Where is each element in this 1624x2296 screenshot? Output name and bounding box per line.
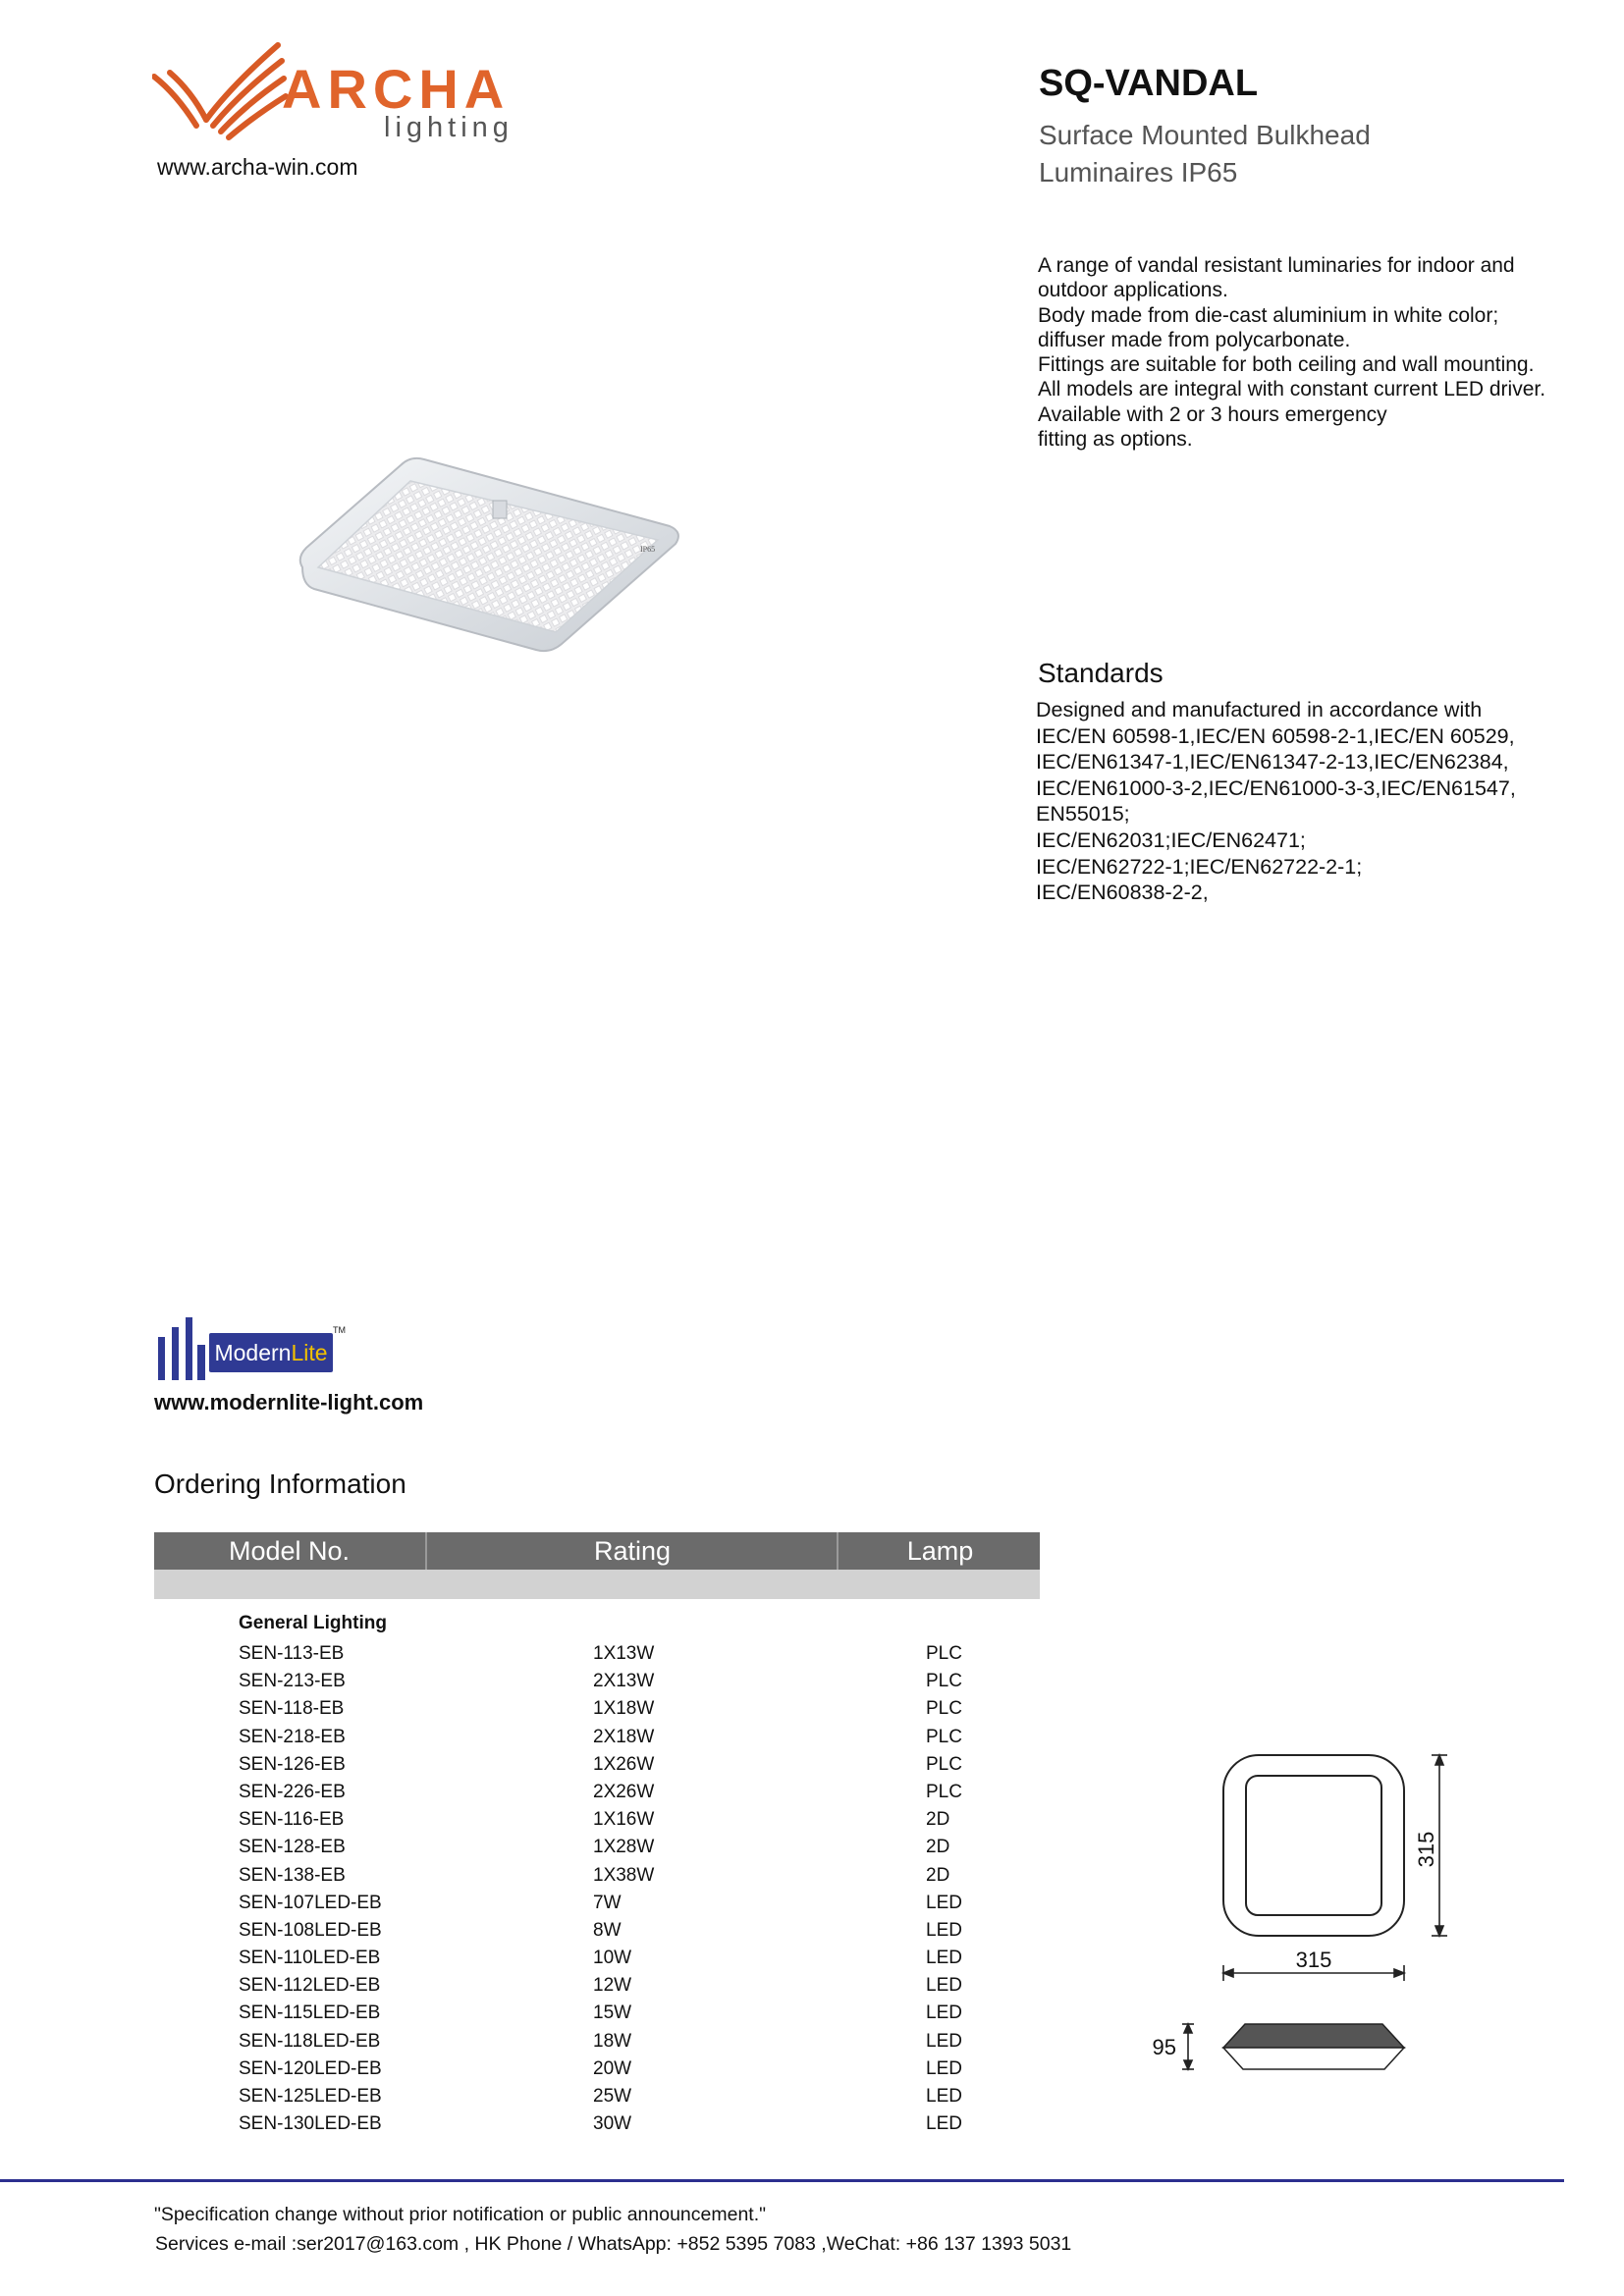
cell-lamp: PLC: [926, 1643, 962, 1664]
table-row: [0, 1779, 1080, 1806]
archa-logo-subtext: lighting: [384, 112, 514, 143]
modernlite-website[interactable]: www.modernlite-light.com: [154, 1390, 424, 1415]
cell-lamp: LED: [926, 1919, 962, 1941]
description-line: Available with 2 or 3 hours emergency: [1038, 402, 1387, 426]
cell-lamp: LED: [926, 2113, 962, 2135]
cell-rating: 7W: [593, 1892, 622, 1913]
cell-model: SEN-108LED-EB: [239, 1919, 382, 1941]
depth-dimension-line: [1182, 2024, 1194, 2069]
cell-model: SEN-118LED-EB: [239, 2030, 381, 2052]
table-row: [0, 1640, 1080, 1668]
ordering-title: Ordering Information: [154, 1468, 406, 1499]
cell-lamp: LED: [926, 1948, 962, 1969]
cell-model: SEN-226-EB: [239, 1781, 346, 1802]
cell-model: SEN-213-EB: [239, 1671, 346, 1692]
table-row: [0, 2110, 1080, 2138]
cell-model: SEN-130LED-EB: [239, 2113, 382, 2135]
standards-line: IEC/EN62031;IEC/EN62471;: [1036, 828, 1306, 852]
cell-model: SEN-110LED-EB: [239, 1948, 381, 1969]
description-line: A range of vandal resistant luminaries for indoor and: [1038, 254, 1515, 277]
footer-contact: Services e-mail :ser2017@163.com , HK Phone / WhatsApp: +852 5395 7083 ,WeChat: +86 137 1393 5031: [155, 2233, 1072, 2255]
product-subtitle-line-2: Luminaires IP65: [1039, 157, 1238, 187]
cell-rating: 1X13W: [593, 1643, 655, 1664]
description-line: Body made from die-cast aluminium in white color;: [1038, 303, 1499, 327]
standards-text: [1036, 697, 1516, 906]
cell-lamp: LED: [926, 2057, 962, 2079]
cell-lamp: PLC: [926, 1753, 962, 1775]
table-row: [0, 2000, 1080, 2027]
footer-disclaimer: "Specification change without prior notification or public announcement.": [154, 2204, 767, 2225]
cell-rating: 1X16W: [593, 1809, 655, 1831]
cell-rating: 20W: [593, 2057, 632, 2079]
table-row: [0, 1917, 1080, 1945]
cell-rating: 1X18W: [593, 1698, 655, 1720]
product-photo: [285, 442, 697, 677]
cell-model: SEN-128-EB: [239, 1837, 346, 1858]
table-row: [0, 1724, 1080, 1751]
product-title: SQ-VANDAL: [1039, 63, 1259, 104]
standards-line: EN55015;: [1036, 802, 1130, 827]
dimension-drawing: [1149, 1747, 1473, 2101]
cell-rating: 12W: [593, 1975, 632, 1997]
cell-rating: 1X28W: [593, 1837, 655, 1858]
cell-lamp: PLC: [926, 1781, 962, 1802]
cell-model: SEN-120LED-EB: [239, 2057, 382, 2079]
archa-logo: [152, 37, 515, 145]
cell-rating: 2X13W: [593, 1671, 655, 1692]
table-row: [0, 1806, 1080, 1834]
table-row: [0, 2083, 1080, 2110]
table-row: [0, 1668, 1080, 1695]
column-header-lamp: Lamp: [837, 1532, 1042, 1570]
cell-lamp: LED: [926, 1975, 962, 1997]
cell-lamp: 2D: [926, 1837, 950, 1858]
table-row: [0, 1890, 1080, 1917]
table-row: [0, 2056, 1080, 2083]
top-view: [1223, 1755, 1404, 1936]
cell-rating: 8W: [593, 1919, 622, 1941]
cell-model: SEN-113-EB: [239, 1643, 345, 1664]
cell-rating: 18W: [593, 2030, 632, 2052]
cell-lamp: LED: [926, 1892, 962, 1913]
cell-lamp: 2D: [926, 1864, 950, 1886]
ip65-badge: IP65: [640, 545, 656, 554]
table-row: [0, 1972, 1080, 2000]
cell-lamp: PLC: [926, 1671, 962, 1692]
archa-swoosh-icon: [152, 37, 290, 145]
trademark-mark: TM: [333, 1325, 346, 1335]
width-dimension-label: 315: [1295, 1948, 1332, 1972]
cell-model: SEN-218-EB: [239, 1726, 346, 1747]
cell-rating: 1X26W: [593, 1753, 655, 1775]
depth-dimension-label: 95: [1152, 2035, 1176, 2059]
cell-rating: 1X38W: [593, 1864, 655, 1886]
standards-line: IEC/EN62722-1;IEC/EN62722-2-1;: [1036, 854, 1363, 879]
cell-model: SEN-112LED-EB: [239, 1975, 381, 1997]
table-row: [0, 2028, 1080, 2056]
table-row: [0, 1945, 1080, 1972]
cell-rating: 10W: [593, 1948, 632, 1969]
modernlite-wordmark: [209, 1333, 333, 1372]
cell-lamp: 2D: [926, 1809, 950, 1831]
table-row: [0, 1862, 1080, 1890]
cell-rating: 30W: [593, 2113, 632, 2135]
description-line: fitting as options.: [1038, 428, 1193, 452]
cell-model: SEN-116-EB: [239, 1809, 345, 1831]
cell-lamp: LED: [926, 2030, 962, 2052]
ordering-rows: [0, 1640, 1080, 2138]
table-header-band: [154, 1570, 1040, 1599]
cell-model: SEN-125LED-EB: [239, 2086, 382, 2107]
standards-line: Designed and manufactured in accordance with: [1036, 698, 1483, 721]
cell-lamp: PLC: [926, 1698, 962, 1720]
cell-model: SEN-138-EB: [239, 1864, 346, 1886]
archa-website[interactable]: www.archa-win.com: [157, 154, 358, 180]
table-header: [154, 1532, 1040, 1570]
product-description: [1038, 253, 1607, 452]
modernlite-logo: [154, 1315, 360, 1384]
standards-line: IEC/EN60838-2-2,: [1036, 881, 1209, 905]
cell-lamp: LED: [926, 2086, 962, 2107]
group-label: General Lighting: [239, 1613, 387, 1633]
column-header-rating: Rating: [425, 1532, 838, 1570]
cell-lamp: LED: [926, 2002, 962, 2024]
standards-line: IEC/EN61347-1,IEC/EN61347-2-13,IEC/EN62384,: [1036, 750, 1509, 774]
standards-line: IEC/EN 60598-1,IEC/EN 60598-2-1,IEC/EN 60529,: [1036, 723, 1515, 748]
modernlite-bars-icon: [154, 1315, 209, 1384]
height-dimension-label: 315: [1414, 1831, 1438, 1868]
cell-model: SEN-115LED-EB: [239, 2002, 381, 2024]
standards-line: IEC/EN61000-3-2,IEC/EN61000-3-3,IEC/EN61547,: [1036, 775, 1516, 800]
cell-rating: 2X26W: [593, 1781, 655, 1802]
description-line: diffuser made from polycarbonate.: [1038, 328, 1351, 351]
cell-rating: 15W: [593, 2002, 632, 2024]
description-line: All models are integral with constant current LED driver.: [1038, 378, 1546, 401]
cell-model: SEN-107LED-EB: [239, 1892, 382, 1913]
cell-model: SEN-126-EB: [239, 1753, 346, 1775]
table-row: [0, 1751, 1080, 1779]
cell-lamp: PLC: [926, 1726, 962, 1747]
cell-model: SEN-118-EB: [239, 1698, 345, 1720]
table-row: [0, 1834, 1080, 1861]
footer-divider: [0, 2179, 1564, 2182]
side-view: [1223, 2024, 1404, 2069]
table-row: [0, 1695, 1080, 1723]
modernlite-modern: Modern: [214, 1340, 292, 1365]
cell-rating: 25W: [593, 2086, 632, 2107]
modernlite-lite: Lite: [291, 1340, 328, 1365]
product-subtitle-line-1: Surface Mounted Bulkhead: [1039, 120, 1371, 150]
description-line: outdoor applications.: [1038, 279, 1228, 302]
description-line: Fittings are suitable for both ceiling and wall mounting.: [1038, 353, 1535, 377]
column-header-model: Model No.: [228, 1536, 351, 1566]
cell-rating: 2X18W: [593, 1726, 655, 1747]
archa-logo-word: ARCHA: [282, 58, 511, 120]
standards-title: Standards: [1038, 658, 1164, 688]
